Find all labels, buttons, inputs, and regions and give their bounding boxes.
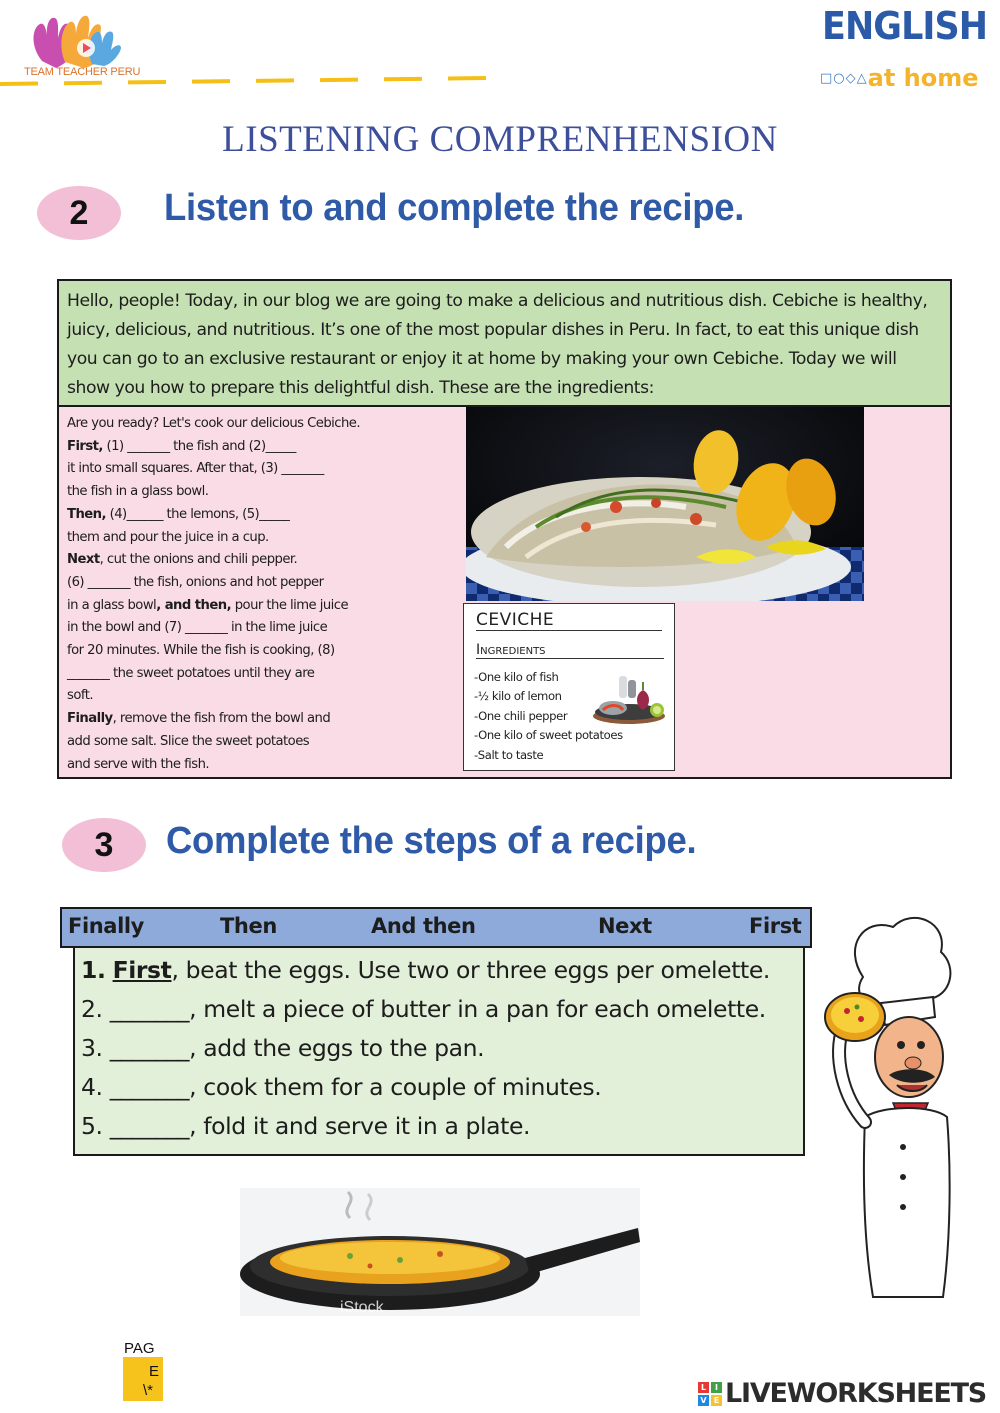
page-number-box [123, 1357, 163, 1401]
step-line: them and pour the juice in a cup. [67, 529, 269, 545]
step-line: soft. [67, 688, 93, 704]
pan-watermark: iStock [340, 1299, 384, 1316]
step-answer-blank[interactable]: _______ [109, 1073, 190, 1101]
step-line: in a glass bowl, and then, pour the lime juice [67, 597, 349, 613]
at-home-brand-subtitle [820, 64, 979, 92]
intro-line: you can go to an exclusive restaurant or enjoy it at home by making your own Cebiche. Today we will [67, 349, 897, 369]
page-char: \* [143, 1382, 154, 1399]
section-2-number-badge: 2 [37, 186, 121, 240]
ingredient-item: -One kilo of sweet potatoes [474, 728, 623, 743]
step-line: add some salt. Slice the sweet potatoes [67, 733, 310, 749]
step-line: the fish in a glass bowl. [67, 484, 209, 500]
liveworksheets-text: LIVEWORKSHEETS [725, 1378, 987, 1409]
recipe-steps-text [67, 413, 387, 776]
intro-line: Hello, people! Today, in our blog we are going to make a delicious and nutritious dish. Cebiche is healthy, [67, 291, 928, 311]
ingredients-card-subtitle: Ingredients [476, 642, 664, 659]
step-answer-blank[interactable]: _______ [109, 1034, 190, 1062]
section-2-heading: Listen to and complete the recipe. [164, 187, 745, 229]
step-line: Finally, remove the fish from the bowl and [67, 711, 331, 727]
ingredients-card [463, 603, 675, 771]
section-3-heading: Complete the steps of a recipe. [166, 820, 697, 862]
omelette-step: 4. _______, cook them for a couple of minutes. [81, 1073, 602, 1101]
dashed-divider [0, 76, 490, 86]
step-line: (6) _______ the fish, onions and hot pepper [67, 574, 324, 590]
recipe-intro [59, 281, 950, 407]
ingredient-item: -½ kilo of lemon [474, 689, 562, 704]
step-line: Next, cut the onions and chili pepper. [67, 552, 298, 568]
step-answer-blank[interactable]: _______ [109, 1112, 190, 1140]
step-line: in the bowl and (7) _______ in the lime juice [67, 620, 328, 636]
ingredient-item: -Salt to taste [474, 747, 544, 762]
step-line: for 20 minutes. While the fish is cooking, (8) [67, 643, 335, 659]
word-bank-item[interactable]: Next [598, 914, 652, 938]
ingredient-item: -One kilo of fish [474, 670, 559, 684]
liveworksheets-grid-icon: L I V E [698, 1382, 722, 1406]
intro-line: juicy, delicious, and nutritious. It’s one of the most popular dishes in Peru. In fact, to eat this unique dish [67, 320, 919, 340]
word-bank-item[interactable]: And then [371, 914, 476, 938]
ingredients-illustration [591, 670, 671, 726]
step-line: _______ the sweet potatoes until they are [67, 665, 315, 681]
ceviche-photo [466, 407, 864, 601]
english-brand-title: ENGLISH [822, 4, 988, 48]
word-bank-item[interactable]: Then [220, 914, 277, 938]
omelette-pan-image [240, 1188, 640, 1316]
brand-shapes-icon: □○◇△ [820, 71, 868, 86]
step-line: Are you ready? Let's cook our delicious Cebiche. [67, 416, 361, 431]
intro-line: show you how to prepare this delightful dish. These are the ingredients: [67, 378, 654, 398]
page-char: E [149, 1363, 160, 1380]
recipe-steps-area [59, 407, 950, 777]
step-answer-blank[interactable]: _______ [109, 995, 190, 1023]
omelette-step: 3. _______, add the eggs to the pan. [81, 1034, 485, 1062]
word-bank [60, 907, 812, 948]
chef-illustration [823, 907, 958, 1315]
liveworksheets-logo [698, 1378, 986, 1409]
omelette-steps-box [73, 948, 805, 1156]
step-line: First, (1) _______ the fish and (2)_____ [67, 438, 296, 454]
step-line: and serve with the fish. [67, 756, 210, 772]
step-answer: First [112, 956, 172, 984]
step-line: it into small squares. After that, (3) _______ [67, 461, 324, 477]
omelette-step: 5. _______, fold it and serve it in a plate. [81, 1112, 531, 1140]
ingredients-card-title: CEVICHE [476, 610, 662, 631]
word-bank-item[interactable]: First [749, 914, 802, 938]
page-title: LISTENING COMPRENHENSION [222, 119, 778, 160]
omelette-step: 1. First, beat the eggs. Use two or three eggs per omelette. [81, 956, 770, 984]
omelette-step: 2. _______, melt a piece of butter in a pan for each omelette. [81, 995, 766, 1023]
page-label: PAG [124, 1340, 155, 1357]
word-bank-item[interactable]: Finally [68, 914, 144, 938]
section-3-number-badge: 3 [62, 818, 146, 872]
step-line: Then, (4)______ the lemons, (5)_____ [67, 506, 290, 522]
at-home-text: at home [867, 64, 979, 92]
team-teacher-label: TEAM TEACHER PERU [24, 66, 141, 78]
ingredient-item: -One chili pepper [474, 708, 568, 723]
recipe-box [57, 279, 952, 779]
